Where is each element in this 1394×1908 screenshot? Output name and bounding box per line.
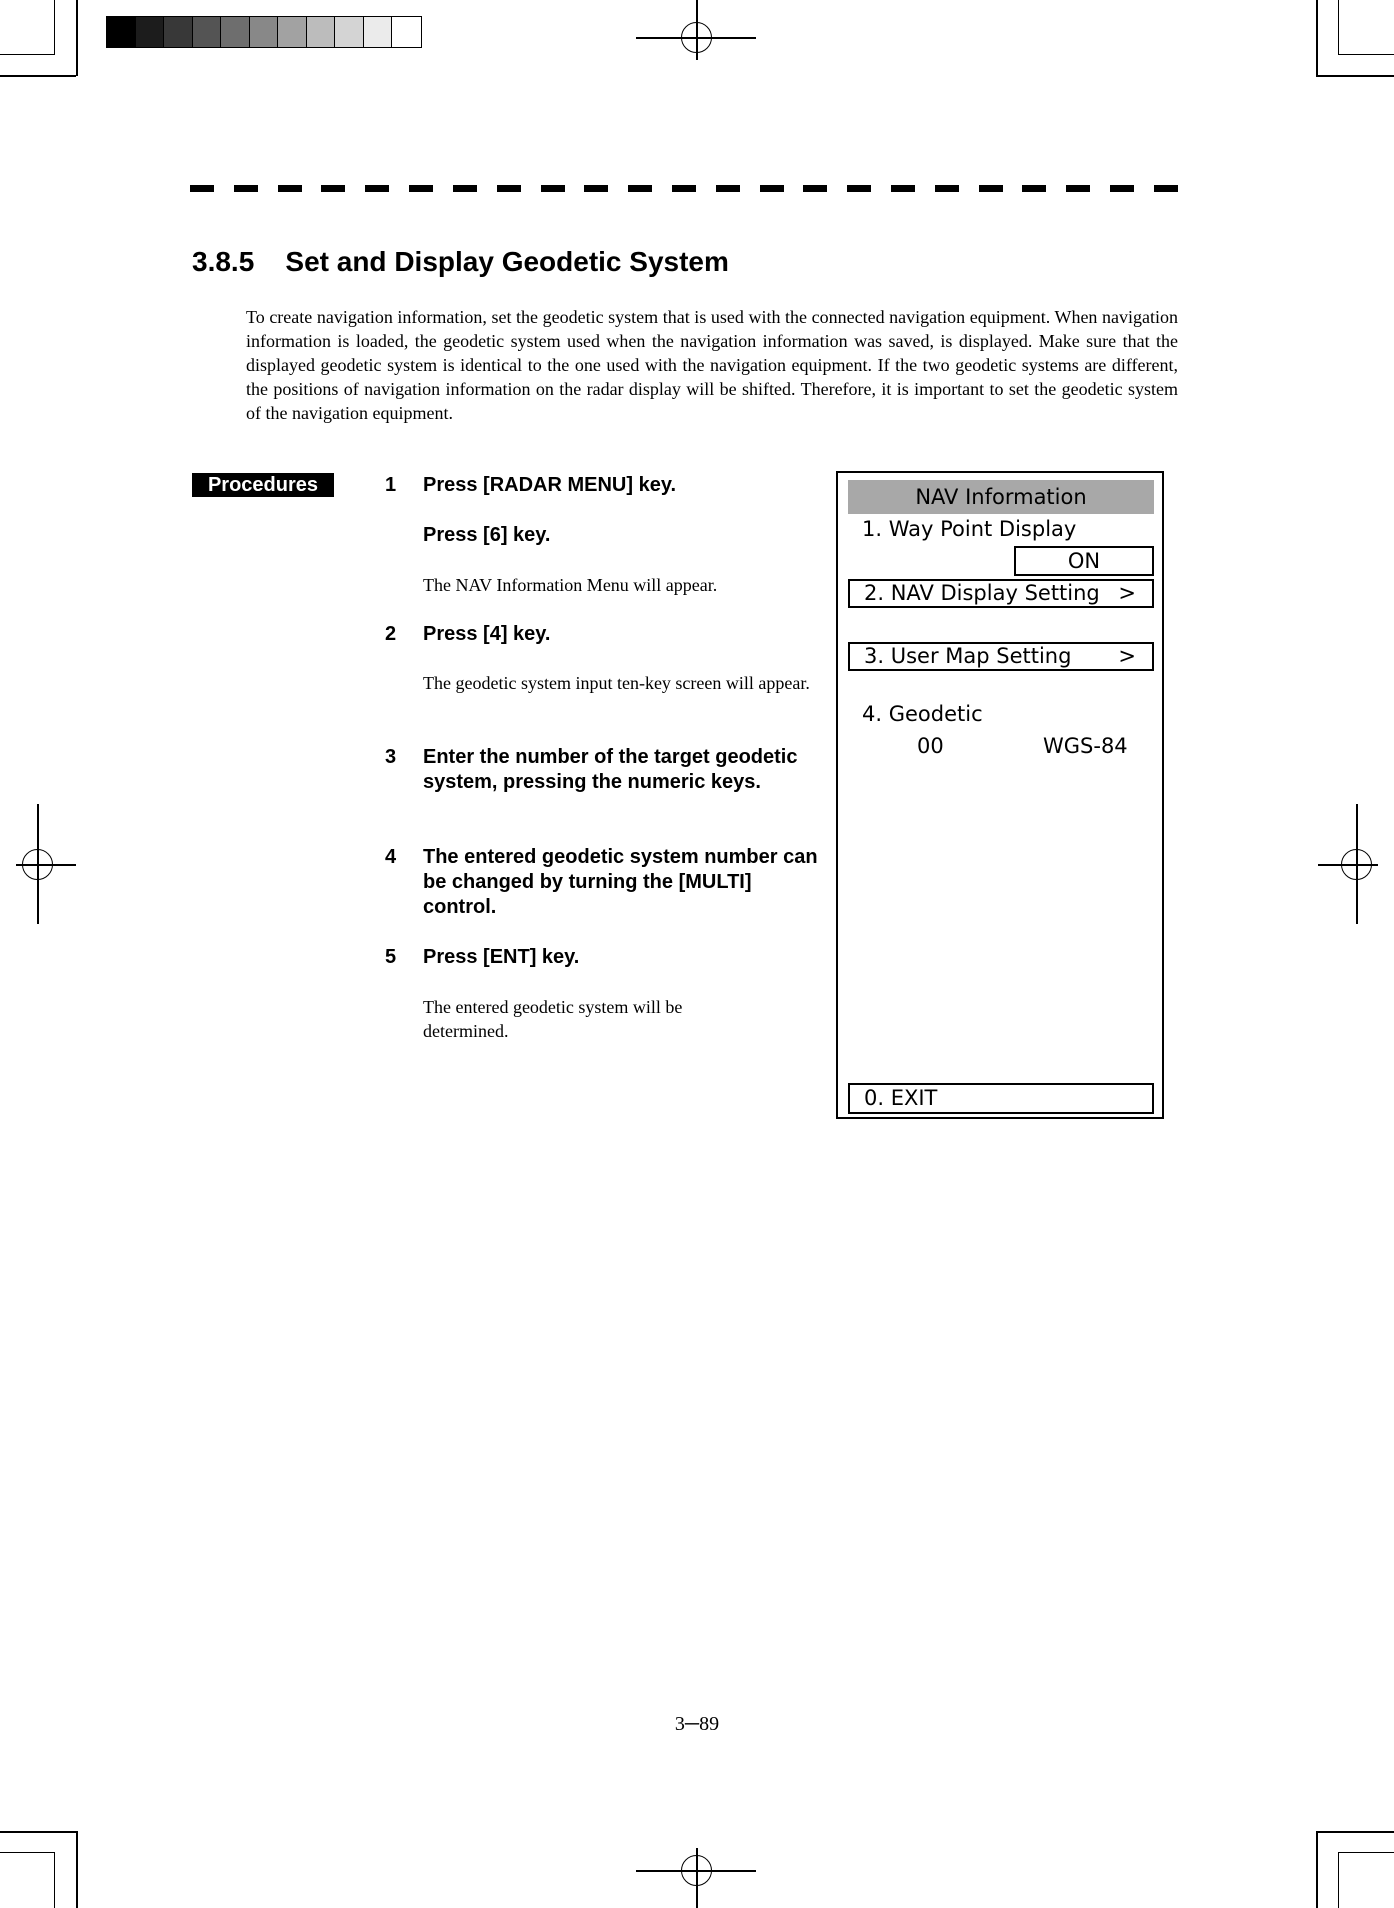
step-text: The entered geodetic system number can be changed by turning the [MULTI] control. [423, 846, 818, 918]
menu-item-label: 2. NAV Display Setting [864, 581, 1100, 605]
nav-information-menu [836, 471, 1164, 1119]
menu-item-geodetic[interactable]: 4. Geodetic [862, 702, 983, 726]
step-note: The entered geodetic system will be determined. [423, 997, 683, 1041]
step-note: The geodetic system input ten-key screen will appear. [423, 673, 810, 693]
grayscale-swatch [107, 17, 136, 47]
page-number: 3─89 [674, 1713, 720, 1735]
step-number: 1 [385, 474, 397, 496]
grayscale-swatch [335, 17, 364, 47]
dashed-header-rule [190, 185, 1178, 192]
chevron-right-icon: > [1118, 644, 1136, 668]
menu-title: NAV Information [848, 480, 1154, 514]
grayscale-swatch [193, 17, 222, 47]
step-text: Enter the number of the target geodetic system, pressing the numeric keys. [423, 746, 798, 793]
step-text: Press [ENT] key. [423, 946, 580, 968]
geodetic-code[interactable]: 00 [917, 734, 944, 758]
section-heading [192, 246, 729, 278]
step-number: 4 [385, 846, 397, 868]
step-number: 3 [385, 746, 397, 768]
menu-item-nav-display-setting[interactable] [848, 579, 1154, 608]
grayscale-swatch [250, 17, 279, 47]
grayscale-swatch [136, 17, 165, 47]
step-text: Press [RADAR MENU] key. [423, 474, 677, 496]
grayscale-swatch [364, 17, 393, 47]
step-number: 5 [385, 946, 397, 968]
grayscale-swatch [307, 17, 336, 47]
menu-item-way-point-display[interactable]: 1. Way Point Display [862, 517, 1077, 541]
procedures-badge: Procedures [192, 473, 334, 497]
grayscale-swatch [278, 17, 307, 47]
menu-item-user-map-setting[interactable] [848, 642, 1154, 671]
way-point-display-value[interactable]: ON [1014, 546, 1154, 576]
step-note: The NAV Information Menu will appear. [423, 575, 718, 595]
grayscale-swatch [164, 17, 193, 47]
menu-item-exit[interactable] [848, 1083, 1154, 1114]
grayscale-swatch [392, 17, 421, 47]
grayscale-swatch [221, 17, 250, 47]
menu-item-label: 0. EXIT [864, 1086, 938, 1110]
chevron-right-icon: > [1118, 581, 1136, 605]
grayscale-strip [106, 16, 422, 48]
step-number: 2 [385, 623, 397, 645]
step-text: Press [6] key. [423, 524, 551, 546]
intro-paragraph: To create navigation information, set the geodetic system that is used with the connected navigation equipment. When navigation information is loaded, the geodetic system used when the navigation information was saved, is displayed. Make sure that the displayed geodetic system is identical to the one used with the navigation equipment. If the two geodetic systems are different, the positions of navigation information on the radar display will be shifted. Therefore, it is important to set the geodetic system of the navigation equipment. [246, 307, 1178, 423]
step-text: Press [4] key. [423, 623, 551, 645]
section-number: 3.8.5 [192, 246, 255, 277]
section-title: Set and Display Geodetic System [285, 246, 729, 277]
geodetic-name: WGS-84 [1043, 734, 1128, 758]
menu-item-label: 3. User Map Setting [864, 644, 1072, 668]
